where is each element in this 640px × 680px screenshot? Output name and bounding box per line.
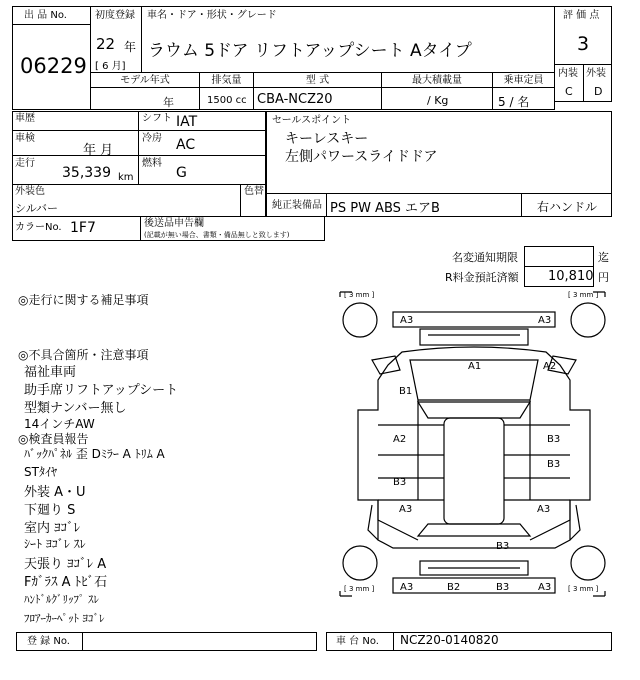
mark-rear-bumper-right: A3 xyxy=(538,582,552,593)
mark-right-quarter: A3 xyxy=(537,504,551,515)
sales-point-2: 左側パワースライドドア xyxy=(285,149,438,165)
sales-point-label: セールスポイント xyxy=(272,115,352,126)
front-grille xyxy=(420,329,528,345)
mark-front-bumper-right: A3 xyxy=(538,315,552,326)
inspector-line-7: 天張り ﾖｺﾞﾚ A xyxy=(24,557,107,572)
defect-line-3: 型類ナンバー無し xyxy=(24,401,127,416)
reg-no-label: 登 録 No. xyxy=(27,636,70,647)
rear-window xyxy=(418,524,530,536)
mark-front-bumper-left: A3 xyxy=(400,315,414,326)
name-change-unit: 迄 xyxy=(598,251,609,264)
defect-line-4: 14インチAW xyxy=(24,417,95,431)
tire-front-right xyxy=(571,303,605,337)
shift-value: IAT xyxy=(176,114,198,130)
inspector-line-6: ｼｰﾄ ﾖｺﾞﾚ ｽﾚ xyxy=(24,537,86,551)
chassis-number: NCZ20-0140820 xyxy=(400,633,499,647)
color-no: 1F7 xyxy=(70,220,96,236)
exterior-grade: D xyxy=(594,85,603,98)
mark-back-door: B3 xyxy=(496,541,510,552)
inspector-line-3: 外装 A・U xyxy=(24,485,86,500)
tire-rear-left xyxy=(343,546,377,580)
capacity-value: 5 / 名 xyxy=(498,95,530,109)
inspector-line-8: Fｶﾞﾗｽ A ﾄﾋﾞ石 xyxy=(24,575,108,590)
displacement-value: 1500 cc xyxy=(207,95,247,106)
tire-rear-right xyxy=(571,546,605,580)
car-name-label: 車名・ドア・形状・グレード xyxy=(147,10,277,21)
inspector-line-2: STﾀｲﾔ xyxy=(24,465,57,479)
inspector-line-5: 室内 ﾖｺﾞﾚ xyxy=(24,521,81,536)
mark-rear-bumper-center: B2 xyxy=(447,582,461,593)
driving-title: ◎走行に関する補足事項 xyxy=(18,293,149,307)
left-mirror xyxy=(372,356,400,374)
type-code: CBA-NCZ20 xyxy=(257,92,333,107)
ac-label: 冷房 xyxy=(142,133,162,144)
capacity-label: 乗車定員 xyxy=(503,75,544,86)
tire-label-fl: [ 3 mm ] xyxy=(344,291,375,299)
max-load-label: 最大積載量 xyxy=(412,75,462,86)
interior-grade: C xyxy=(565,85,573,98)
inspector-line-4: 下廻り S xyxy=(24,503,76,518)
displacement-label: 排気量 xyxy=(211,75,242,86)
inspection-value: 年 月 xyxy=(83,143,114,158)
defect-title: ◎不具合箇所・注意事項 xyxy=(18,348,149,362)
first-reg-month: [ 6 月] xyxy=(95,61,126,72)
ac-value: AC xyxy=(176,137,196,153)
max-load-value: / Kg xyxy=(427,94,449,107)
mileage-value: 35,339 xyxy=(62,165,111,181)
interior-label: 内装 xyxy=(558,68,578,79)
tire-front-left xyxy=(343,303,377,337)
mark-hood: A1 xyxy=(468,361,482,372)
right-rear-lamp xyxy=(570,505,580,540)
score-value: 3 xyxy=(577,33,590,55)
year-unit: 年 xyxy=(124,40,137,54)
mark-right-front-door: B3 xyxy=(547,434,561,445)
exterior-label: 外装 xyxy=(586,68,606,79)
fuel-label: 燃料 xyxy=(142,158,162,169)
front-bumper xyxy=(393,312,555,327)
tire-label-rr: [ 3 mm ] xyxy=(568,585,599,593)
mark-right-fender: A2 xyxy=(543,361,557,372)
color-value: シルバー xyxy=(15,202,58,215)
model-year-unit: 年 xyxy=(163,96,174,109)
mark-rear-bumper-center-right: B3 xyxy=(496,582,510,593)
roof xyxy=(444,418,504,524)
sales-point-1: キーレスキー xyxy=(285,131,369,147)
fuel-value: G xyxy=(176,165,187,181)
first-reg-year: 22 xyxy=(96,35,116,53)
mark-right-rear-door: B3 xyxy=(547,459,561,470)
steering-value: 右ハンドル xyxy=(537,200,598,214)
left-rear-lamp xyxy=(368,505,378,540)
mark-left-rear-door: B3 xyxy=(393,477,407,488)
recycle-unit: 円 xyxy=(598,271,609,284)
recycle-label: R料金預託済額 xyxy=(445,271,519,284)
rear-bumper xyxy=(393,578,555,593)
color-change-label: 色替 xyxy=(244,186,264,197)
windshield xyxy=(418,402,530,418)
inspector-line-10: ﾌﾛｱｰｶｰﾍﾟｯﾄ ﾖｺﾞﾚ xyxy=(24,612,105,625)
mark-left-fender: B1 xyxy=(399,386,413,397)
equipment-value: PS PW ABS エアB xyxy=(330,201,440,216)
inspector-line-1: ﾊﾞｯｸﾊﾟﾈﾙ 歪 Dﾐﾗｰ A ﾄﾘﾑ A xyxy=(24,447,165,461)
color-no-label: カラーNo. xyxy=(15,222,62,233)
after-parts-note: (記載が無い場合、書類・備品無しと致します) xyxy=(144,231,290,239)
equipment-label: 純正装備品 xyxy=(272,200,322,211)
inspection-label: 車検 xyxy=(15,133,35,144)
inspector-line-9: ﾊﾝﾄﾞﾙｸﾞﾘｯﾌﾟ ｽﾚ xyxy=(24,593,99,606)
model-year-label: モデル年式 xyxy=(120,75,170,86)
lot-number: 06229 xyxy=(20,54,87,78)
tire-label-fr: [ 3 mm ] xyxy=(568,291,599,299)
mark-left-front-door: A2 xyxy=(393,434,407,445)
type-label: 型 式 xyxy=(305,75,330,86)
lot-label: 出 品 No. xyxy=(24,10,67,21)
tire-label-rl: [ 3 mm ] xyxy=(344,585,375,593)
mark-left-quarter: A3 xyxy=(399,504,413,515)
chassis-label: 車 台 No. xyxy=(336,636,379,647)
name-change-label: 名変通知期限 xyxy=(452,251,518,264)
defect-line-1: 福祉車両 xyxy=(24,365,77,380)
shift-label: シフト xyxy=(142,113,172,124)
reg-no-value-cell xyxy=(82,632,317,651)
car-name: ラウム 5ドア リフトアップシート Aタイプ xyxy=(148,41,472,61)
car-body-outline xyxy=(358,347,590,548)
color-label: 外装色 xyxy=(15,186,45,197)
defect-line-2: 助手席リフトアップシート xyxy=(24,383,179,398)
score-label: 評 価 点 xyxy=(563,10,600,21)
mileage-label: 走行 xyxy=(15,158,35,169)
mileage-unit: km xyxy=(118,172,134,183)
inspector-title: ◎検査員報告 xyxy=(18,432,89,446)
after-parts-label: 後送品申告欄 xyxy=(144,218,204,229)
history-label: 車歴 xyxy=(15,113,35,124)
recycle-amount: 10,810 xyxy=(548,269,594,284)
first-reg-label: 初度登録 xyxy=(95,10,135,21)
mark-rear-bumper-left: A3 xyxy=(400,582,414,593)
